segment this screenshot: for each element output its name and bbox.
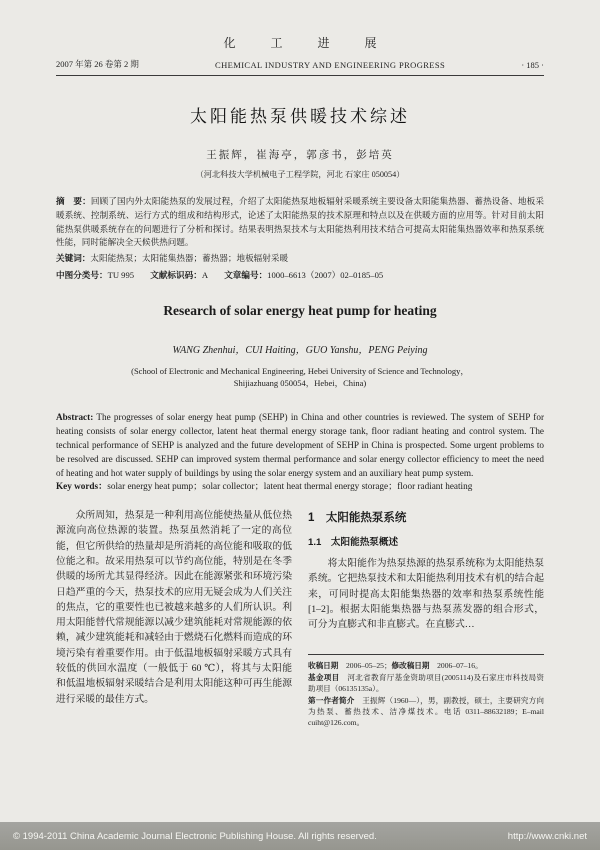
keywords-en — [56, 480, 544, 494]
doc-code-value: A — [201, 269, 209, 280]
cnki-footer-bar — [0, 822, 600, 850]
right-column — [308, 508, 544, 729]
article-meta-line — [56, 269, 544, 281]
body-paragraph-left: 众所周知，热泵是一种利用高位能使热量从低位热源流向高位热源的装置。热泵虽然消耗了一定的高位能，但它所供给的热量却是所消耗的高位能和吸取的低位能之和。故采用热泵可以节约高位能，特别是在冬季供暖的场所尤其显得经济。因此在能源紧张和环境污染日趋严重的今天，热泵技术的应用无疑会成为人们关注的焦点，它的重要性也已被越来越多的人们所认识。利用太阳能替代常规能源以减少建筑能耗对常规能源的依赖，减少建筑能耗和减轻由于燃烧石化燃料而造成的环境污染有着重要作用。由于低温地板辐射采暖方式具有较低的供回水温度（一般低于 60 ℃），将其与太阳能和低温地板辐射采暖结合是利用太阳能这种可再生能源进行采暖的最佳方式。 — [56, 510, 292, 705]
abstract-cn-label: 摘 要： — [56, 196, 91, 206]
copyright-text: © 1994-2011 China Academic Journal Electronic Publishing House. All rights reserved. — [13, 830, 377, 842]
affiliation-en-line2: Shijiazhuang 050054，Hebei，China) — [233, 378, 367, 389]
article-id-value: 1000–6613（2007）02–0185–05 — [267, 269, 384, 280]
keywords-cn-label: 关键词： — [56, 253, 91, 263]
abstract-en-label: Abstract: — [56, 412, 94, 423]
keywords-en-label: Key words： — [56, 481, 108, 492]
revised-date-value: 2006–07–16。 — [437, 661, 483, 671]
article-title-en: Research of solar energy heat pump for heating — [163, 302, 437, 318]
section-1-heading: 1 太阳能热泵系统 — [308, 512, 407, 525]
abstract-cn-text: 回顾了国内外太阳能热泵的发展过程，介绍了太阳能热泵地板辐射采暖系统主要设备太阳能集热器、蓄热设备、地板采暖系统、控制系统、运行方式的组成和结构形式，论述了太阳能热泵的技术原理和特点以及在供暖方面的应用等。针对目前太阳能热泵供暖系统存在的问题进行了分析和探讨。结果表明热泵技术与太阳能热利用技术结合可提高太阳能集热器效率和热泵系统性能，同时能解决全天候供热问题。 — [56, 196, 544, 248]
abstract-en-text: The progresses of solar energy heat pump (SEHP) in China and other countries is reviewed. The system of SEHP for heating consists of solar energy collector, latent heat thermal energy storage tank, floor radiant heating and control system. The technical performance of SEHP is analyzed and the future development of SEHP in China is prospected. Some urgent problems to be resolved are discussed. SEHP can improved system thermal performance and solar energy collector efficiency to meet the need of heating and hot water supply of buildings by using the solar energy system and an auxiliary heat pump system. — [56, 412, 545, 478]
body-columns — [56, 508, 544, 729]
keywords-en-text: solar energy heat pump；solar collector；latent heat thermal energy storage；floor radiant heating — [107, 481, 473, 492]
page-number: · 185 · — [521, 60, 544, 70]
doc-code-label: 文献标识码： — [150, 269, 202, 280]
journal-title-en: CHEMICAL INDUSTRY AND ENGINEERING PROGRESS — [215, 60, 446, 70]
section-1-1-heading: 1.1 太阳能热泵概述 — [308, 537, 399, 549]
doc-code-group — [150, 270, 208, 280]
footnote-dates — [308, 660, 544, 671]
article-id-group — [224, 270, 383, 280]
received-date-value: 2006–05–25； — [345, 661, 392, 671]
left-column — [56, 508, 292, 729]
abstract-cn — [56, 195, 544, 250]
revised-date-label: 修改稿日期 — [391, 661, 430, 671]
body-paragraph-right: 将太阳能作为热泵热源的热泵系统称为太阳能热泵系统。它把热泵技术和太阳能热利用技术有机的结合起来，可同时提高太阳能集热器的效率和热泵系统性能[1–2]。根据太阳能集热器与热泵蒸发器的组合形式，可分为直膨式和非直膨式。在直膨式… — [308, 558, 544, 631]
fund-label: 基金项目 — [308, 673, 340, 683]
first-author-label: 第一作者简介 — [308, 696, 355, 706]
affiliation-cn: （河北科技大学机械电子工程学院，河北 石家庄 050054） — [195, 170, 405, 179]
first-author-text: 王振辉（1960—），男，副教授，硕士，主要研究方向为热泵、蓄热技术、洁净煤技术。电话 0311–88632189；E–mail cuiht@126.com。 — [308, 696, 545, 728]
affiliation-en — [56, 365, 544, 390]
first-page-footnote — [308, 654, 544, 728]
article-id-label: 文章编号： — [224, 269, 268, 280]
issue-info: 2007 年第 26 卷第 2 期 — [56, 59, 139, 69]
affiliation-en-line1: (School of Electronic and Mechanical Engineering, Hebei University of Science and Technology， — [131, 365, 469, 376]
journal-title-cn: 化 工 进 展 — [223, 36, 393, 50]
keywords-cn — [56, 252, 544, 266]
clc-value: TU 995 — [107, 269, 135, 280]
clc-label: 中图分类号： — [56, 269, 108, 280]
cnki-url: http://www.cnki.net — [507, 830, 587, 842]
authors-en: WANG Zhenhui，CUI Haiting，GUO Yanshu，PENG Peiying — [172, 344, 428, 356]
footnote-first-author — [308, 695, 544, 728]
keywords-cn-text: 太阳能热泵；太阳能集热器；蓄热器；地板辐射采暖 — [90, 253, 289, 263]
abstract-en — [56, 411, 544, 480]
clc-group — [56, 270, 134, 280]
fund-text: 河北省教育厅基金资助项目(2005114)及石家庄市科技局资助项目（06135135a）。 — [308, 673, 544, 694]
authors-cn: 王振辉，崔海亭，郭彦书，彭培英 — [206, 150, 394, 161]
received-date-label: 收稿日期 — [308, 661, 339, 671]
journal-header-row — [56, 58, 544, 76]
footnote-fund — [308, 672, 544, 694]
article-title-cn: 太阳能热泵供暖技术综述 — [190, 107, 410, 126]
